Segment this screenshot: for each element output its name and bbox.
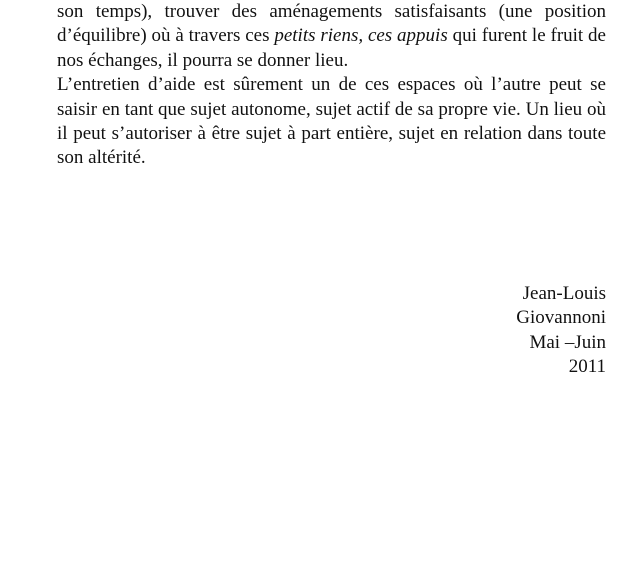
paragraph-1-text-end: qui furent le fruit de nos échanges, il pourra se donner lieu.: [57, 25, 606, 71]
document-body: [57, 0, 606, 171]
signature-block: [516, 282, 606, 380]
paragraph-1-text-start: son temps), trouver des aménagements satisfaisants (une position d’équilibre) où à travers ces: [57, 1, 606, 47]
signature-year: 2011: [568, 356, 606, 378]
signature-months: Mai –Juin: [529, 331, 606, 353]
signature-first-name: Jean-Louis: [522, 283, 606, 304]
paragraph-1: [57, 0, 606, 73]
paragraph-2: L’entretien d’aide est sûrement un de ces espaces où l’autre peut se saisir en tant que sujet autonome, sujet actif de sa propre vie. Un lieu où il peut s’autoriser à être sujet à part entière, sujet en relation dans toute son altérité.: [57, 74, 606, 169]
signature-last-name: Giovannoni: [516, 307, 606, 329]
paragraph-1-italic-phrase: petits riens, ces appuis: [274, 25, 448, 47]
